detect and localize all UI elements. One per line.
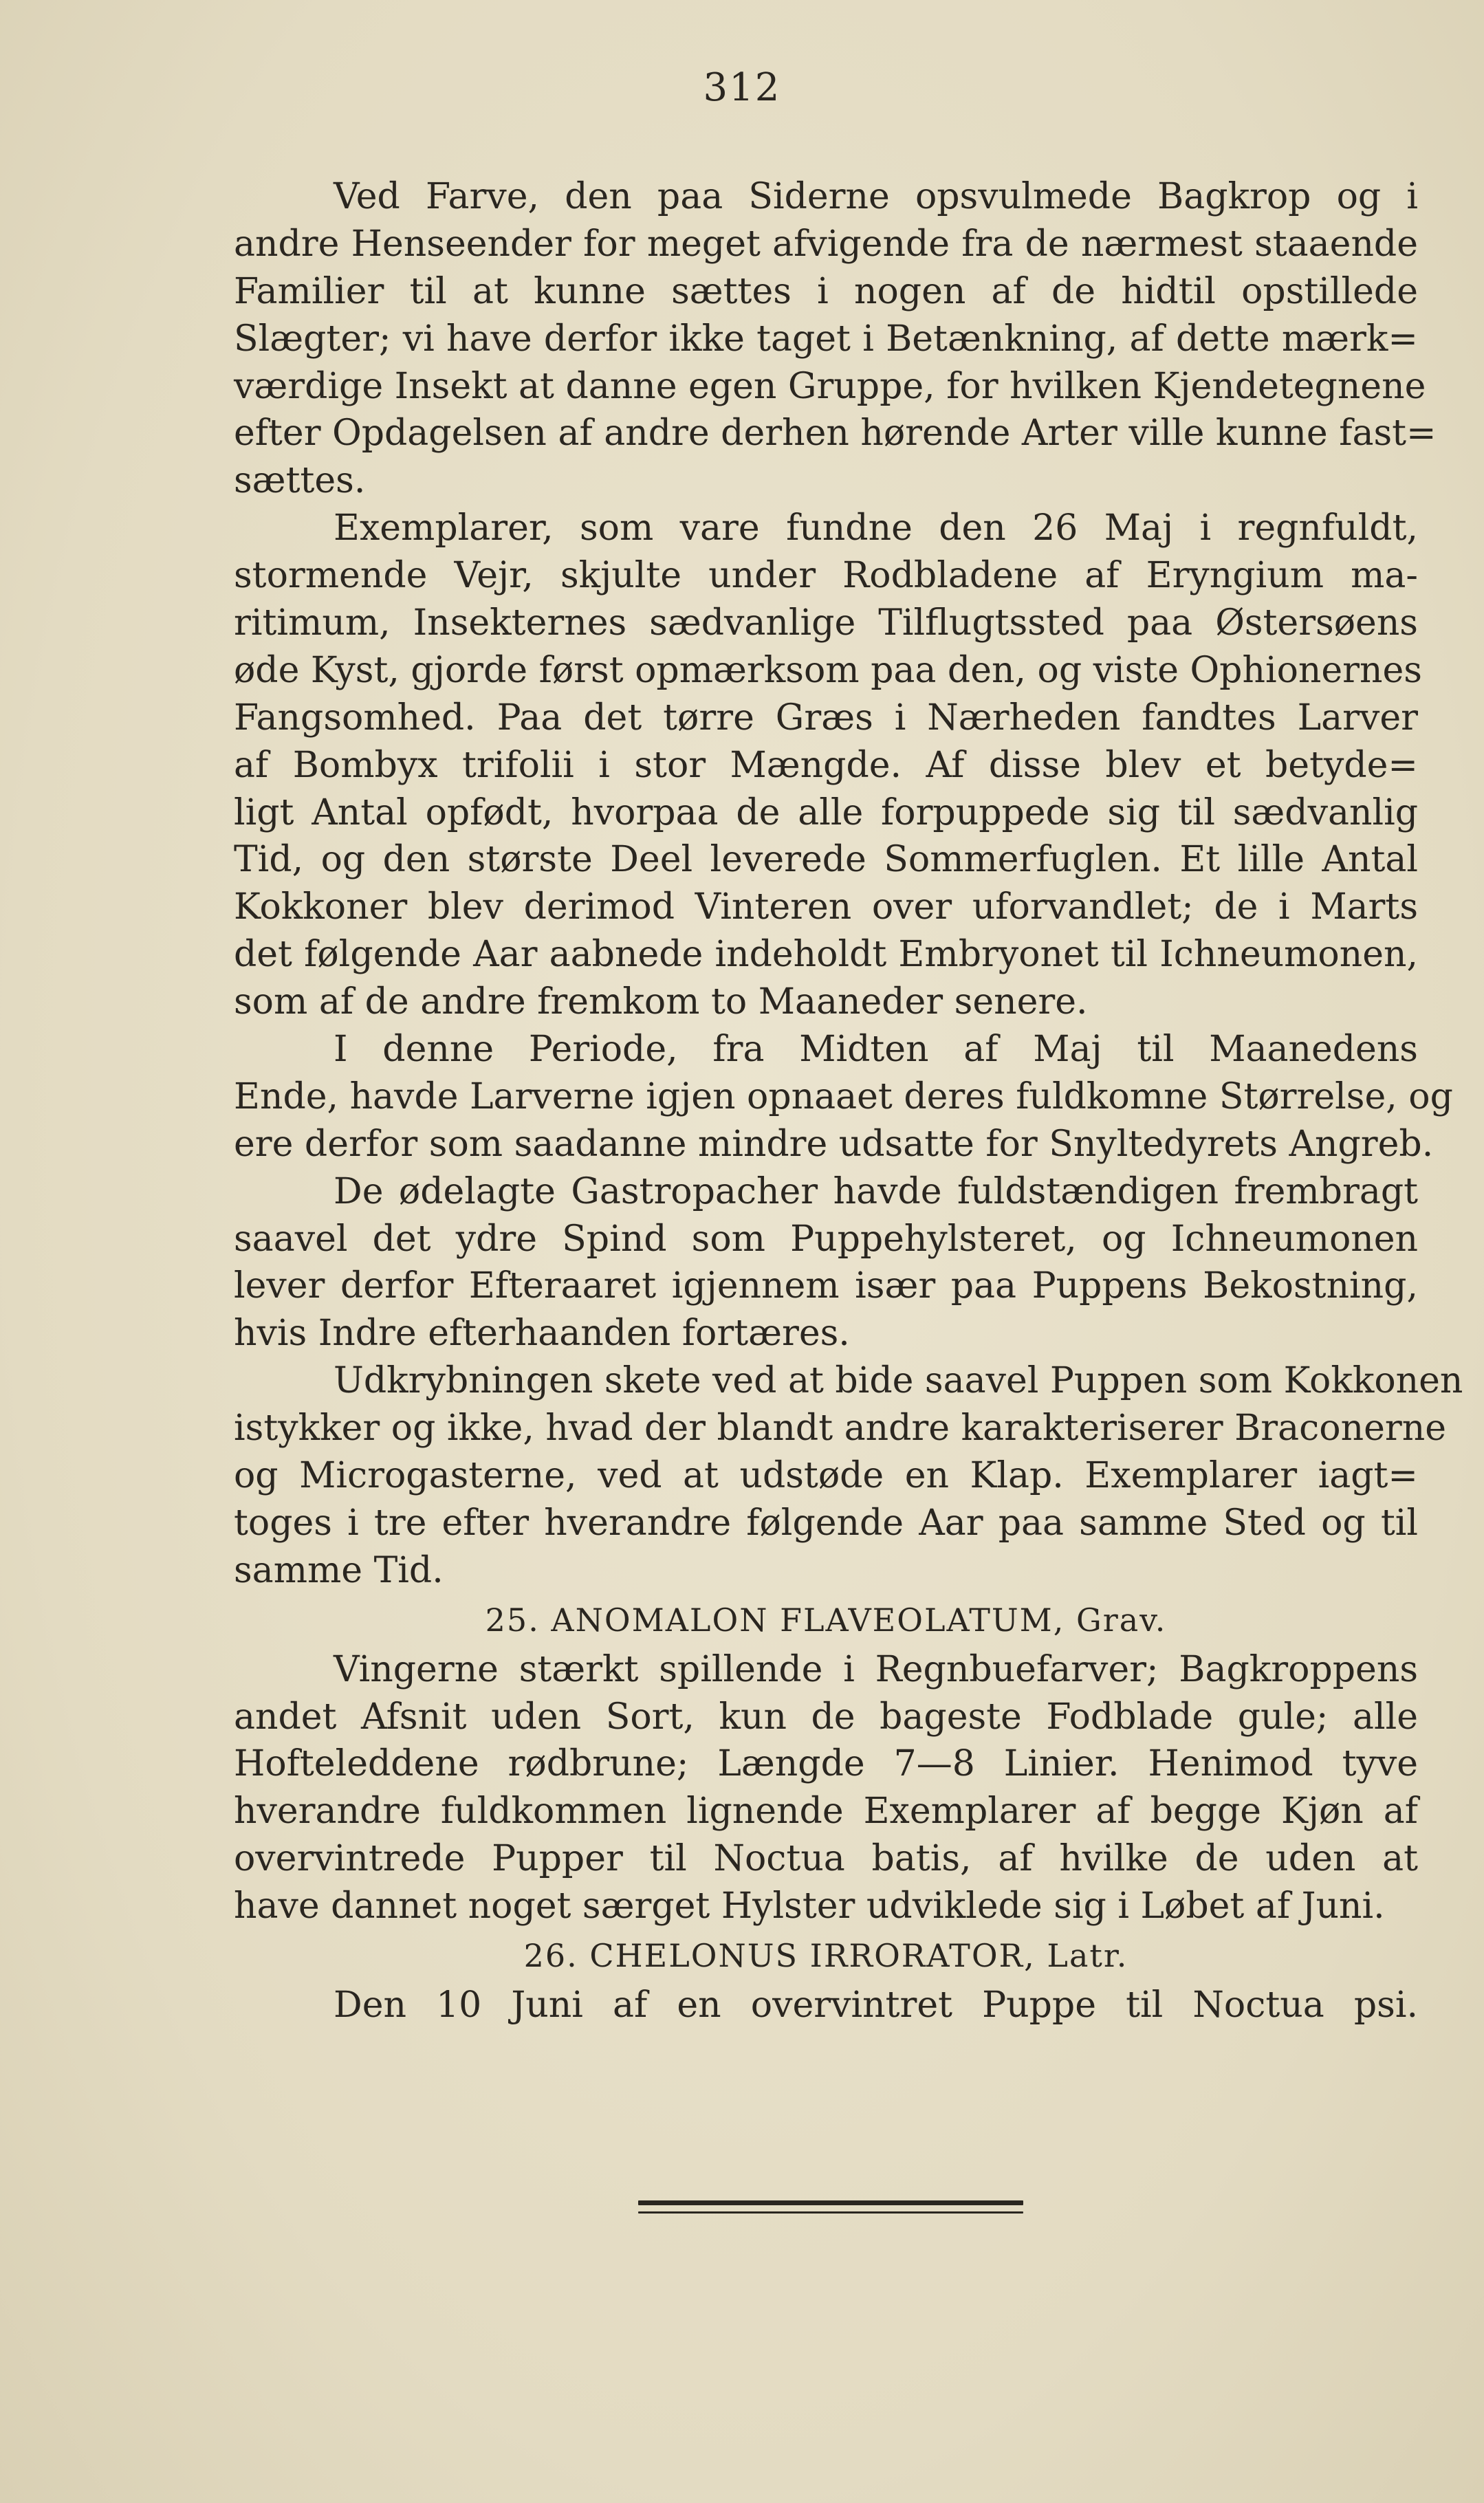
text-line: De ødelagte Gastropacher havde fuldstændigen frembragt bbox=[334, 1170, 1418, 1212]
text-line: istykker og ikke, hvad der blandt andre karakteriserer Braconerne bbox=[234, 1408, 1446, 1450]
text-line: og Microgasterne, ved at udstøde en Klap. Exemplarer iagt= bbox=[234, 1455, 1418, 1497]
text-line: hverandre fuldkommen lignende Exemplarer af begge Kjøn af bbox=[234, 1791, 1418, 1833]
text-line: Exemplarer, som vare fundne den 26 Maj i regnfuldt, bbox=[334, 507, 1418, 549]
text-line: Familier til at kunne sættes i nogen af de hidtil opstillede bbox=[234, 270, 1418, 312]
text-line: det følgende Aar aabnede indeholdt Embryonet til Ichneumonen, bbox=[234, 934, 1418, 976]
text-line: stormende Vejr, skjulte under Rodbladene af Eryngium ma- bbox=[234, 555, 1418, 597]
text-line: Ved Farve, den paa Siderne opsvulmede Bagkrop og i bbox=[334, 176, 1418, 217]
text-line: andre Henseender for meget afvigende fra de nærmest staaende bbox=[234, 223, 1418, 265]
end-rule bbox=[638, 2200, 1023, 2214]
text-line: Slægter; vi have derfor ikke taget i Betænkning, af dette mærk= bbox=[234, 318, 1418, 360]
end-rule-thick bbox=[638, 2200, 1023, 2205]
text-line: I denne Periode, fra Midten af Maj til Maanedens bbox=[334, 1029, 1418, 1071]
text-line: saavel det ydre Spind som Puppehylsteret, og Ichneumonen bbox=[234, 1218, 1418, 1260]
end-rule-thin bbox=[638, 2211, 1023, 2214]
text-line: af Bombyx trifolii i stor Mængde. Af disse blev et betyde= bbox=[234, 744, 1418, 786]
text-line: toges i tre efter hverandre følgende Aar paa samme Sted og til bbox=[234, 1502, 1418, 1544]
section-heading: 25. ANOMALON FLAVEOLATUM, Grav. bbox=[485, 1601, 1167, 1639]
text-line: overvintrede Pupper til Noctua batis, af hvilke de uden at bbox=[234, 1838, 1418, 1880]
text-line: Hofteleddene rødbrune; Længde 7—8 Linier. Henimod tyve bbox=[234, 1743, 1418, 1785]
text-line: have dannet noget særget Hylster udviklede sig i Løbet af Juni. bbox=[234, 1886, 1385, 1927]
text-line: sættes. bbox=[234, 460, 366, 502]
text-line: øde Kyst, gjorde først opmærksom paa den, og viste Ophionernes bbox=[234, 649, 1422, 691]
text-line: ligt Antal opfødt, hvorpaa de alle forpuppede sig til sædvanlig bbox=[234, 791, 1418, 833]
text-line: Vingerne stærkt spillende i Regnbuefarver; Bagkroppens bbox=[334, 1648, 1418, 1690]
text-line: ritimum, Insekternes sædvanlige Tilflugtssted paa Østersøens bbox=[234, 602, 1418, 644]
section-heading: 26. CHELONUS IRRORATOR, Latr. bbox=[523, 1936, 1128, 1974]
text-line: Fangsomhed. Paa det tørre Græs i Nærheden fandtes Larver bbox=[234, 697, 1418, 739]
text-line: hvis Indre efterhaanden fortæres. bbox=[234, 1313, 850, 1355]
page-number: 312 bbox=[703, 65, 781, 110]
text-line: andet Afsnit uden Sort, kun de bageste Fodblade gule; alle bbox=[234, 1696, 1418, 1738]
text-line: ere derfor som saadanne mindre udsatte for Snyltedyrets Angreb. bbox=[234, 1123, 1434, 1165]
text-line: efter Opdagelsen af andre derhen hørende Arter ville kunne fast= bbox=[234, 413, 1437, 455]
text-line: Den 10 Juni af en overvintret Puppe til Noctua psi. bbox=[334, 1984, 1418, 2026]
text-line: Kokkoner blev derimod Vinteren over uforvandlet; de i Marts bbox=[234, 886, 1418, 928]
text-line: Ende, havde Larverne igjen opnaaet deres fuldkomne Størrelse, og bbox=[234, 1075, 1453, 1117]
text-line: Tid, og den største Deel leverede Sommerfuglen. Et lille Antal bbox=[234, 839, 1418, 881]
text-line: værdige Insekt at danne egen Gruppe, for hvilken Kjendetegnene bbox=[234, 365, 1426, 407]
body-text bbox=[234, 173, 1463, 2029]
text-line: samme Tid. bbox=[234, 1549, 444, 1591]
text-line: som af de andre fremkom to Maaneder senere. bbox=[234, 981, 1088, 1023]
text-line: lever derfor Efteraaret igjennem især paa Puppens Bekostning, bbox=[234, 1265, 1418, 1307]
text-line: Udkrybningen skete ved at bide saavel Puppen som Kokkonen bbox=[334, 1360, 1463, 1402]
